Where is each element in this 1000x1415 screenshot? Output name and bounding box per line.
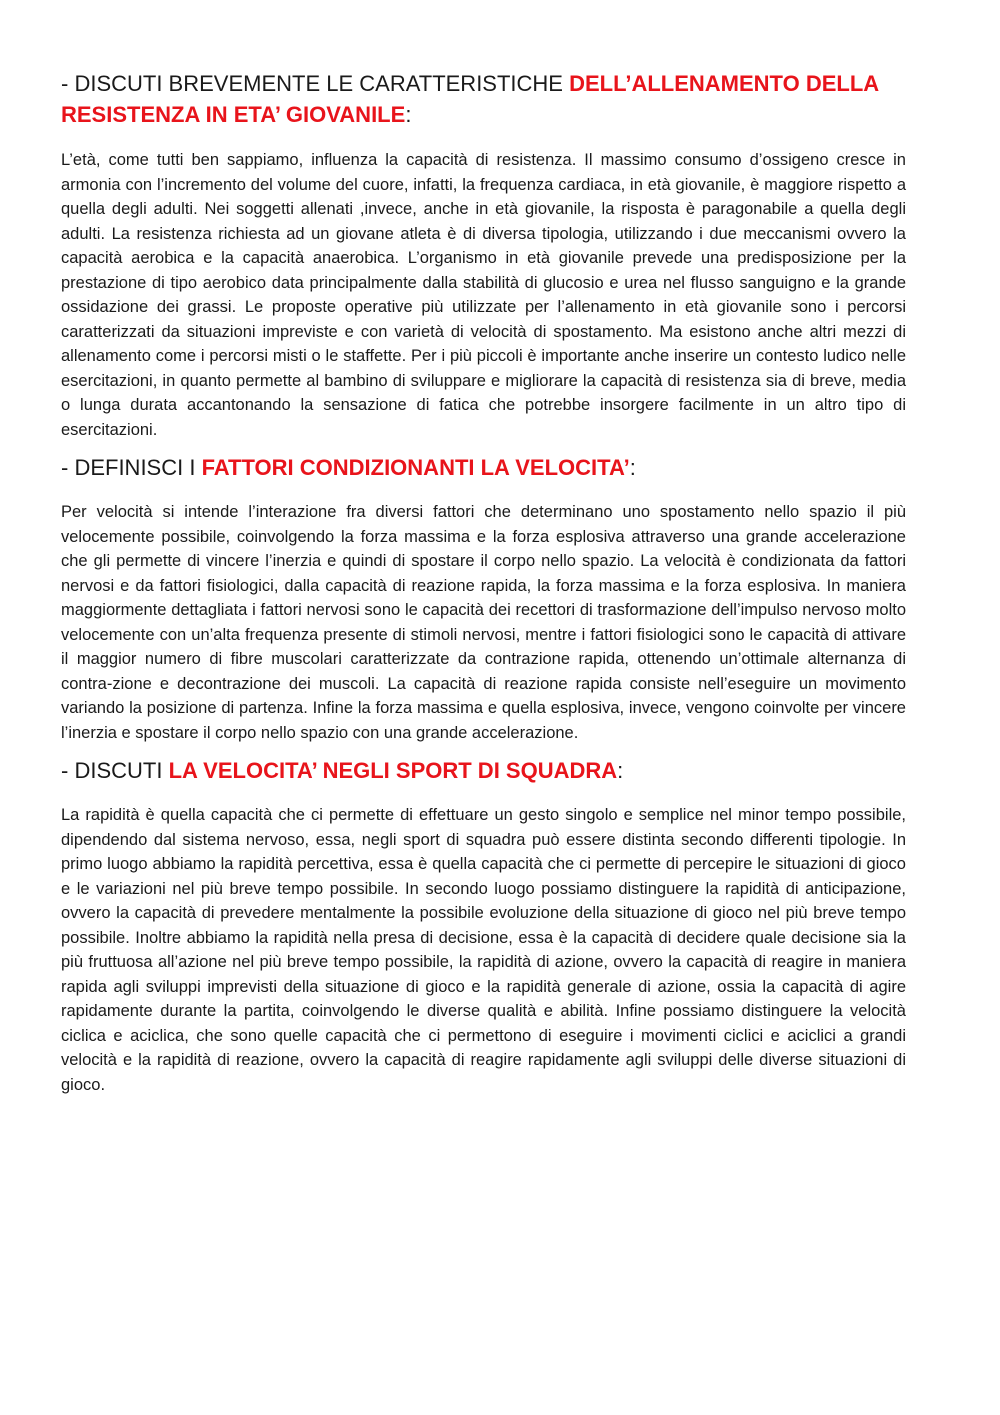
section-body: L’età, come tutti ben sappiamo, influenza la capacità di resistenza. Il massimo consumo d’ossigeno cresce in armonia con l’incremento del volume del cuore, infatti, la frequenza cardiaca, in età giovanile, è maggiore rispetto a quella degli adulti. Nei soggetti allenati ,invece, anche in età giovanile, la risposta è paragonabile a quella degli adulti. La resistenza richiesta ad un giovane atleta è di diversa tipologia, utilizzando i due meccanismi ovvero la capacità aerobica e la capacità anaerobica. L’organismo in età giovanile prevede una predisposizione per la prestazione di tipo aerobico data principalmente dalla stabilità di glucosio e urea nel flusso sanguigno e la grande ossidazione dei grassi. Le proposte operative più utilizzate per l’allenamento in età giovanile sono i percorsi caratterizzati da situazioni impreviste e con varietà di velocità di spostamento. Ma esistono anche altri mezzi di allenamento come i percorsi misti o le staffette. Per i più piccoli è importante anche inserire un contesto ludico nelle esercitazioni, in quanto permette al bambino di sviluppare e migliorare la capacità di resistenza sia di breve, media o lunga durata accantonando la sensazione di fatica che potrebbe insorgere facilmente in un altro tipo di esercitazioni.	[61, 151, 906, 439]
section-velocita-sport-squadra	[61, 755, 906, 1097]
section-heading	[61, 452, 906, 483]
heading-accent: LA VELOCITA’ NEGLI SPORT DI SQUADRA	[168, 758, 618, 783]
heading-prefix: - DISCUTI BREVEMENTE LE CARATTERISTICHE	[61, 71, 570, 96]
heading-suffix: :	[629, 455, 636, 480]
section-resistenza	[61, 68, 906, 442]
document-content	[61, 68, 906, 1097]
section-heading	[61, 755, 906, 786]
section-body: Per velocità si intende l’interazione fra diversi fattori che determinano uno spostamento nello spazio il più velocemente possibile, coinvolgendo la forza massima e la forza esplosiva attraverso una grande accelerazione che gli permette di vincere l’inerzia e quindi di spostare il corpo nello spazio. La velocità è condizionata da fattori nervosi e da fattori fisiologici, dalla capacità di reazione rapida, la forza massima e la forza esplosiva. In maniera maggiormente dettagliata i fattori nervosi sono le capacità dei recettori di trasformazione dell’impulso nervoso molto velocemente con un’alta frequenza presente di stimoli nervosi, mentre i fattori fisiologici sono le capacità di attivare il maggior numero di fibre muscolari caratterizzate da contrazione rapida, ottenendo un’ottimale alternanza di contra-zione e decontrazione dei muscoli. La capacità di reazione rapida consiste nell’eseguire un movimento variando la posizione di partenza. Infine la forza massima e quella esplosiva, invece, vengono coinvolte per vincere l’inerzia e spostare il corpo nello spazio con una grande accelerazione.	[61, 503, 906, 742]
heading-suffix: :	[617, 758, 624, 783]
heading-prefix: - DEFINISCI I	[61, 455, 202, 480]
heading-suffix: :	[405, 102, 412, 127]
section-fattori-velocita	[61, 452, 906, 745]
heading-accent: FATTORI CONDIZIONANTI LA VELOCITA’	[201, 455, 630, 480]
section-heading	[61, 68, 906, 130]
heading-accent: DELL’ALLENAMENTO DELLA RESISTENZA IN ETA’ GIOVANILE	[61, 71, 879, 127]
heading-prefix: - DISCUTI	[61, 758, 169, 783]
page-header-mark	[490, 0, 510, 2]
section-body: La rapidità è quella capacità che ci permette di effettuare un gesto singolo e semplice nel minor tempo possibile, dipendendo dal sistema nervoso, essa, negli sport di squadra può essere distinta secondo differenti tipologie. In primo luogo abbiamo la rapidità percettiva, essa è quella capacità che ci permette di percepire le situazioni di gioco e le variazioni nel più breve tempo possibile. In secondo luogo possiamo distinguere la rapidità di anticipazione, ovvero la capacità di prevedere mentalmente la possibile evoluzione della situazione di gioco nel più breve tempo possibile. Inoltre abbiamo la rapidità nella presa di decisione, essa è la capacità di decidere quale decisione sia la più fruttuosa all’azione nel più breve tempo possibile, la rapidità di azione, ovvero la capacità di reagire in maniera rapida agli sviluppi imprevisti della situazione di gioco e la rapidità generale di azione, ossia la capacità di agire rapidamente durante la partita, coinvolgendo le diverse qualità e abilità. Infine possiamo distinguere la velocità ciclica e aciclica, che sono quelle capacità che ci permettono di eseguire i movimenti ciclici e aciclici a grandi velocità e la rapidità di reazione, ovvero la capacità di reagire rapidamente agli sviluppi delle diverse situazioni di gioco.	[61, 806, 906, 1094]
